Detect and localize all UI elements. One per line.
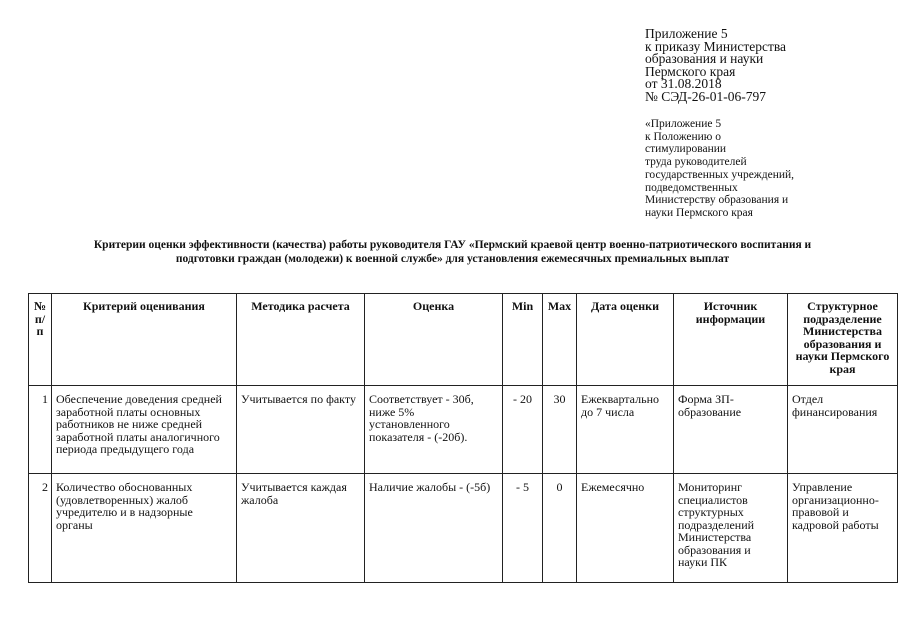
cell-date: Ежеквартально до 7 числа bbox=[577, 386, 674, 474]
header-score: Оценка bbox=[365, 294, 503, 386]
cell-max: 30 bbox=[543, 386, 577, 474]
appendix-regulation-reference bbox=[645, 118, 794, 220]
header-num: № п/п bbox=[29, 294, 52, 386]
cell-score: Соответствует - 30б, ниже 5% установленного показателя - (-20б). bbox=[365, 386, 503, 474]
header-date: Дата оценки bbox=[577, 294, 674, 386]
cell-max: 0 bbox=[543, 474, 577, 583]
cell-num: 2 bbox=[29, 474, 52, 583]
appendix-line: образования и науки bbox=[645, 51, 764, 66]
criteria-table bbox=[28, 293, 898, 583]
table-header-row bbox=[29, 294, 898, 386]
header-min: Min bbox=[503, 294, 543, 386]
cell-score: Наличие жалобы - (-5б) bbox=[365, 474, 503, 583]
cell-min: - 5 bbox=[503, 474, 543, 583]
appendix-line: от 31.08.2018 bbox=[645, 76, 722, 91]
appendix-line: стимулировании bbox=[645, 143, 727, 156]
cell-method: Учитывается каждая жалоба bbox=[237, 474, 365, 583]
cell-date: Ежемесячно bbox=[577, 474, 674, 583]
appendix-line: труда руководителей bbox=[645, 156, 747, 169]
title-line-2: подготовки граждан (молодежи) к военной службе» для установления ежемесячных премиальных выплат bbox=[175, 253, 730, 265]
cell-dept: Отдел финансирования bbox=[788, 386, 898, 474]
appendix-line: государственных учреждений, bbox=[645, 168, 795, 181]
appendix-line: Приложение 5 bbox=[645, 26, 728, 41]
header-source: Источник информации bbox=[674, 294, 788, 386]
appendix-line: Пермского края bbox=[645, 63, 736, 79]
cell-dept: Управление организационно-правовой и кадровой работы bbox=[788, 474, 898, 583]
appendix-line: к приказу Министерства bbox=[645, 38, 787, 54]
cell-source: Мониторинг специалистов структурных подразделений Министерства образования и науки ПК bbox=[674, 474, 788, 583]
appendix-line: науки Пермского края bbox=[645, 206, 753, 219]
appendix-line: № СЭД-26-01-06-797 bbox=[645, 88, 766, 104]
header-max: Max bbox=[543, 294, 577, 386]
cell-method: Учитывается по факту bbox=[237, 386, 365, 474]
appendix-line: к Положению о bbox=[645, 130, 721, 143]
appendix-order-reference bbox=[645, 28, 786, 103]
cell-criterion: Обеспечение доведения средней заработной платы основных работников не ниже средней заработной платы аналогичного периода предыдущего года bbox=[52, 386, 237, 474]
cell-source: Форма ЗП-образование bbox=[674, 386, 788, 474]
table-row bbox=[29, 474, 898, 583]
document-title bbox=[20, 238, 885, 266]
appendix-line: Министерству образования и bbox=[645, 194, 789, 207]
header-dept: Структурное подразделение Министерства образования и науки Пермского края bbox=[788, 294, 898, 386]
cell-min: - 20 bbox=[503, 386, 543, 474]
table-row bbox=[29, 386, 898, 474]
header-method: Методика расчета bbox=[237, 294, 365, 386]
appendix-line: «Приложение 5 bbox=[645, 118, 722, 130]
appendix-line: подведомственных bbox=[645, 181, 738, 194]
title-line-1: Критерии оценки эффективности (качества) работы руководителя ГАУ «Пермский краевой центр военно-патриотического воспитания и bbox=[93, 239, 812, 251]
header-criterion: Критерий оценивания bbox=[52, 294, 237, 386]
cell-num: 1 bbox=[29, 386, 52, 474]
cell-criterion: Количество обоснованных (удовлетворенных) жалоб учредителю и в надзорные органы bbox=[52, 474, 237, 583]
